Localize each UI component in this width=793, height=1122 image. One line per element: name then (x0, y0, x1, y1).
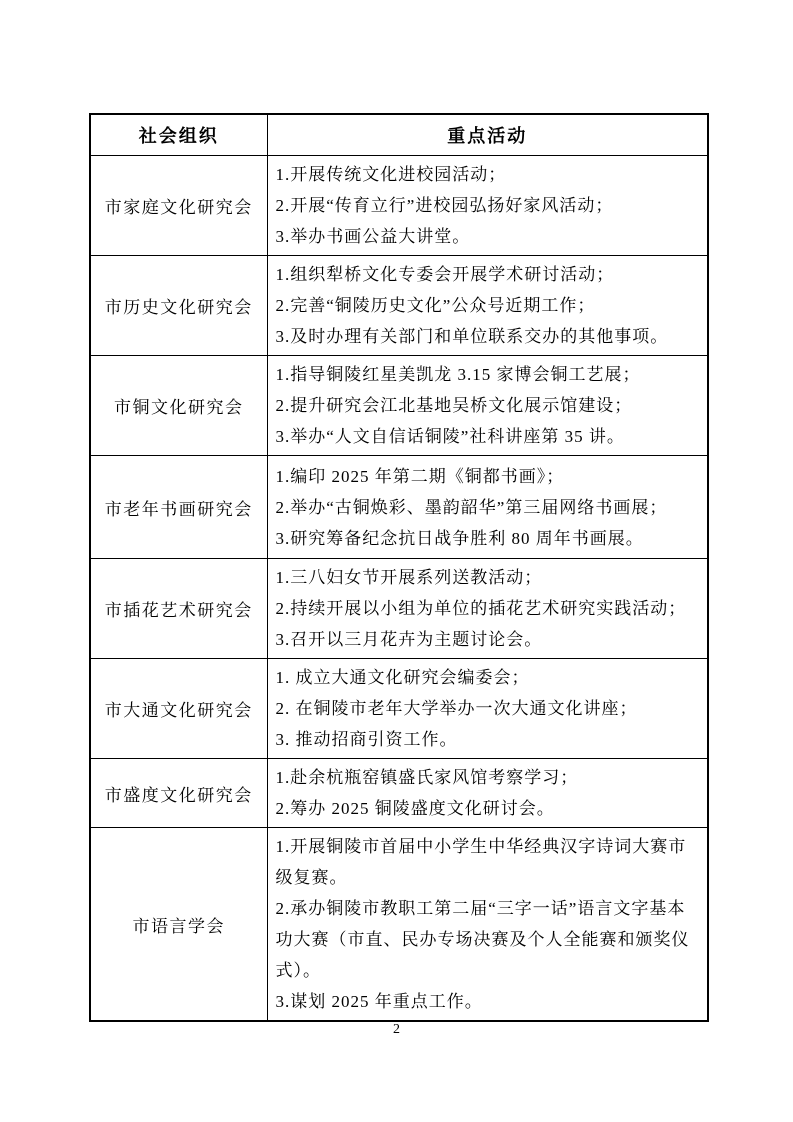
table-row (90, 456, 708, 559)
activity-item: 1.三八妇女节开展系列送教活动； (275, 568, 543, 587)
activity-item: 1.开展铜陵市首届中小学生中华经典汉字诗词大赛市级复赛。 (275, 837, 687, 887)
activity-item: 2.完善“铜陵历史文化”公众号近期工作； (275, 296, 596, 315)
table-body (90, 156, 708, 1022)
organization-cell: 市家庭文化研究会 (90, 156, 267, 256)
organization-cell: 市历史文化研究会 (90, 256, 267, 356)
activity-item: 3. 推动招商引资工作。 (275, 730, 458, 749)
activities-cell (267, 256, 708, 356)
activity-item: 1. 成立大通文化研究会编委会； (275, 668, 530, 687)
activity-item: 1.组织犁桥文化专委会开展学术研讨活动； (275, 265, 615, 284)
activity-item: 1.指导铜陵红星美凯龙 3.15 家博会铜工艺展； (275, 365, 641, 384)
activities-cell (267, 759, 708, 828)
activity-item: 1.开展传统文化进校园活动； (275, 165, 507, 184)
activities-cell (267, 659, 708, 759)
table-header-row (90, 114, 708, 156)
activity-item: 2. 在铜陵市老年大学举办一次大通文化讲座； (275, 699, 638, 718)
activity-item: 2.开展“传育立行”进校园弘扬好家风活动； (275, 196, 614, 215)
organization-cell: 市大通文化研究会 (90, 659, 267, 759)
activities-cell (267, 559, 708, 659)
table-row (90, 559, 708, 659)
activity-item: 3.及时办理有关部门和单位联系交办的其他事项。 (275, 327, 669, 346)
activity-item: 3.举办“人文自信话铜陵”社科讲座第 35 讲。 (275, 427, 625, 446)
activity-item: 1.赴余杭瓶窑镇盛氏家风馆考察学习； (275, 768, 579, 787)
table-row (90, 659, 708, 759)
activity-item: 3.举办书画公益大讲堂。 (275, 227, 471, 246)
activities-table (89, 113, 709, 1022)
activity-item: 2.举办“古铜焕彩、墨韵韶华”第三届网络书画展； (275, 497, 668, 517)
table-row (90, 356, 708, 456)
activities-cell (267, 456, 708, 559)
activities-cell (267, 356, 708, 456)
activity-item: 2.筹办 2025 铜陵盛度文化研讨会。 (275, 799, 555, 818)
activity-item: 1.编印 2025 年第二期《铜都书画》； (275, 466, 565, 486)
table-row (90, 256, 708, 356)
activities-cell (267, 828, 708, 1022)
activity-item: 2.承办铜陵市教职工第二届“三字一话”语言文字基本功大赛（市直、民办专场决赛及个人全能赛和颁奖仪式）。 (275, 899, 690, 980)
organization-cell: 市插花艺术研究会 (90, 559, 267, 659)
activity-item: 3.召开以三月花卉为主题讨论会。 (275, 630, 543, 649)
activity-item: 2.提升研究会江北基地吴桥文化展示馆建设； (275, 396, 633, 415)
organization-cell: 市盛度文化研究会 (90, 759, 267, 828)
activity-item: 3.谋划 2025 年重点工作。 (275, 992, 483, 1011)
table-row (90, 828, 708, 1022)
table-row (90, 759, 708, 828)
activity-item: 2.持续开展以小组为单位的插花艺术研究实践活动； (275, 599, 687, 618)
table-row (90, 156, 708, 256)
page-number: 2 (393, 1022, 400, 1037)
activities-cell (267, 156, 708, 256)
organization-cell: 市语言学会 (90, 828, 267, 1022)
organization-cell: 市老年书画研究会 (90, 456, 267, 559)
activity-item: 3.研究筹备纪念抗日战争胜利 80 周年书画展。 (275, 528, 644, 548)
organization-cell: 市铜文化研究会 (90, 356, 267, 456)
header-social-organization: 社会组织 (90, 114, 267, 156)
header-key-activities: 重点活动 (267, 114, 708, 156)
